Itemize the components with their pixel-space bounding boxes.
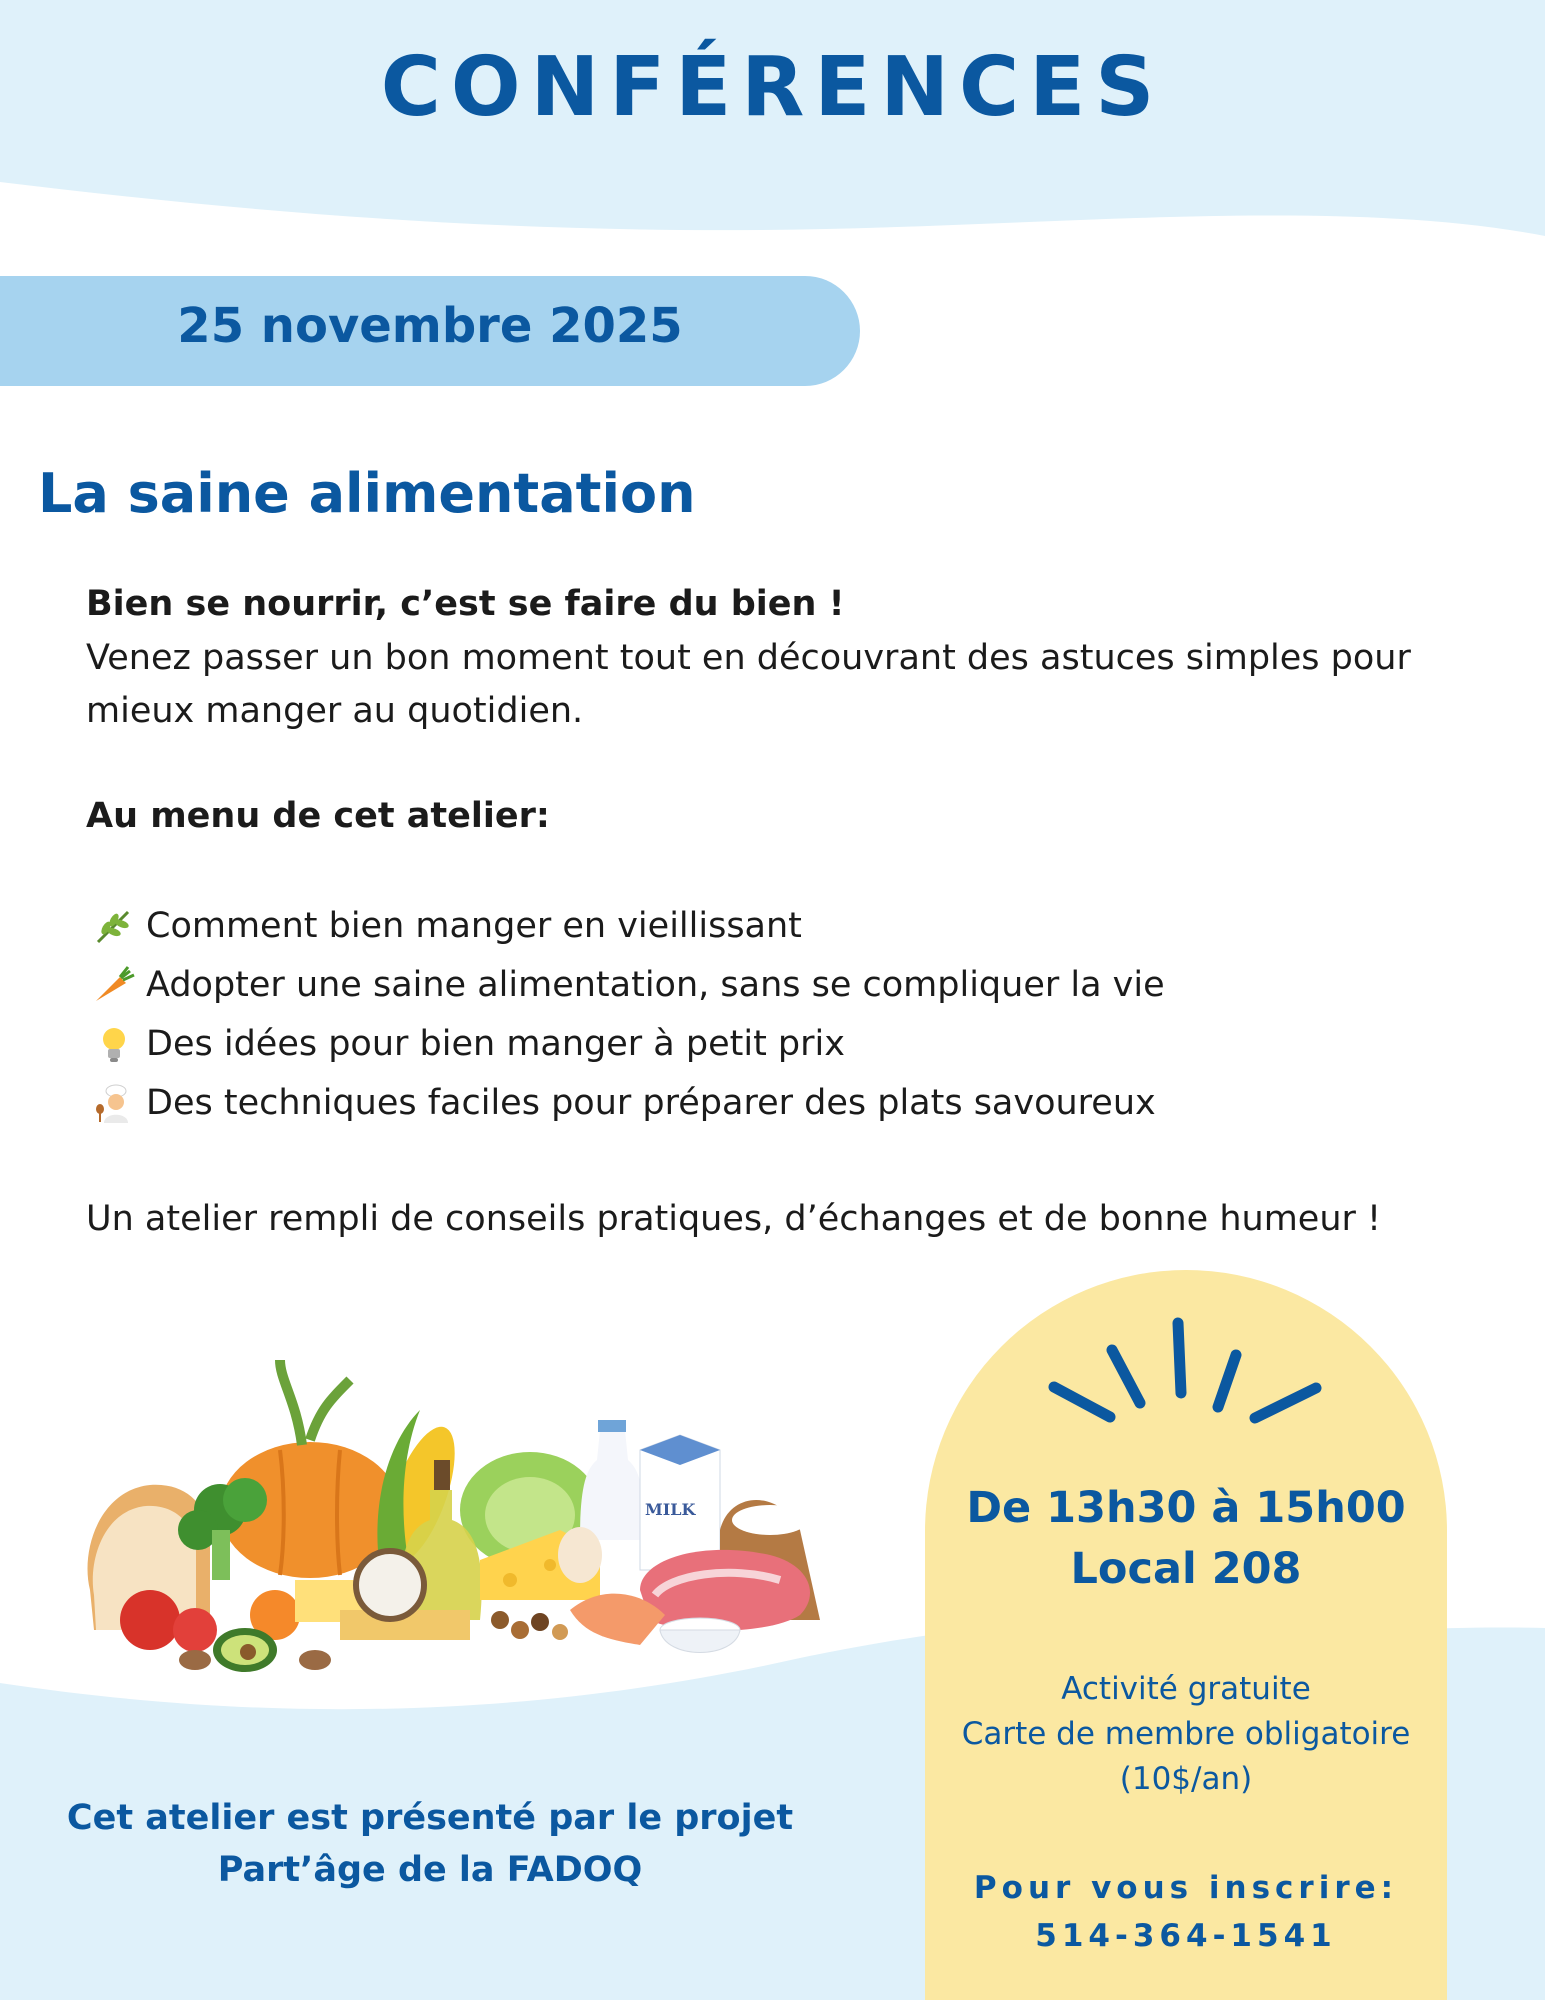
intro-headline: Bien se nourrir, c’est se faire du bien ! xyxy=(86,584,845,624)
food-illustration xyxy=(80,1340,840,1680)
menu-item-label: Adopter une saine alimentation, sans se compliquer la vie xyxy=(146,964,1165,1005)
menu-item xyxy=(90,1014,1390,1073)
outro-text: Un atelier rempli de conseils pratiques, d’échanges et de bonne humeur ! xyxy=(86,1199,1382,1239)
menu-item-label: Comment bien manger en vieillissant xyxy=(146,905,802,946)
menu-list xyxy=(90,896,1390,1132)
event-title: La saine alimentation xyxy=(38,462,696,525)
membership-info: Carte de membre obligatoire xyxy=(961,1716,1411,1752)
intro-text: Venez passer un bon moment tout en découvrant des astuces simples pour mieux manger au quotidien. xyxy=(86,638,1411,731)
event-location: Local 208 xyxy=(1070,1544,1302,1594)
menu-item xyxy=(90,896,1390,955)
milk-label: MILK xyxy=(645,1500,696,1519)
menu-item xyxy=(90,1073,1390,1132)
register-label: Pour vous inscrire: xyxy=(973,1870,1399,1906)
footer-presenter-line: Cet atelier est présenté par le projet xyxy=(66,1798,794,1838)
herb-icon xyxy=(90,906,138,946)
event-time: De 13h30 à 15h00 xyxy=(966,1483,1406,1533)
register-phone: 514-364-1541 xyxy=(1035,1918,1337,1954)
carrot-icon xyxy=(90,965,138,1005)
membership-fee: (10$/an) xyxy=(1119,1761,1253,1797)
cook-icon xyxy=(90,1083,138,1123)
sparkle-burst-icon xyxy=(1040,1315,1330,1430)
page-title: CONFÉRENCES xyxy=(380,40,1165,135)
menu-item xyxy=(90,955,1390,1014)
menu-item-label: Des idées pour bien manger à petit prix xyxy=(146,1023,845,1064)
menu-heading: Au menu de cet atelier: xyxy=(86,796,550,836)
event-date: 25 novembre 2025 xyxy=(177,298,683,354)
light-bulb-icon xyxy=(90,1024,138,1064)
menu-item-label: Des techniques faciles pour préparer des plats savoureux xyxy=(146,1082,1156,1123)
footer-organization-line: Part’âge de la FADOQ xyxy=(217,1850,643,1890)
price-info: Activité gratuite xyxy=(1061,1671,1311,1707)
